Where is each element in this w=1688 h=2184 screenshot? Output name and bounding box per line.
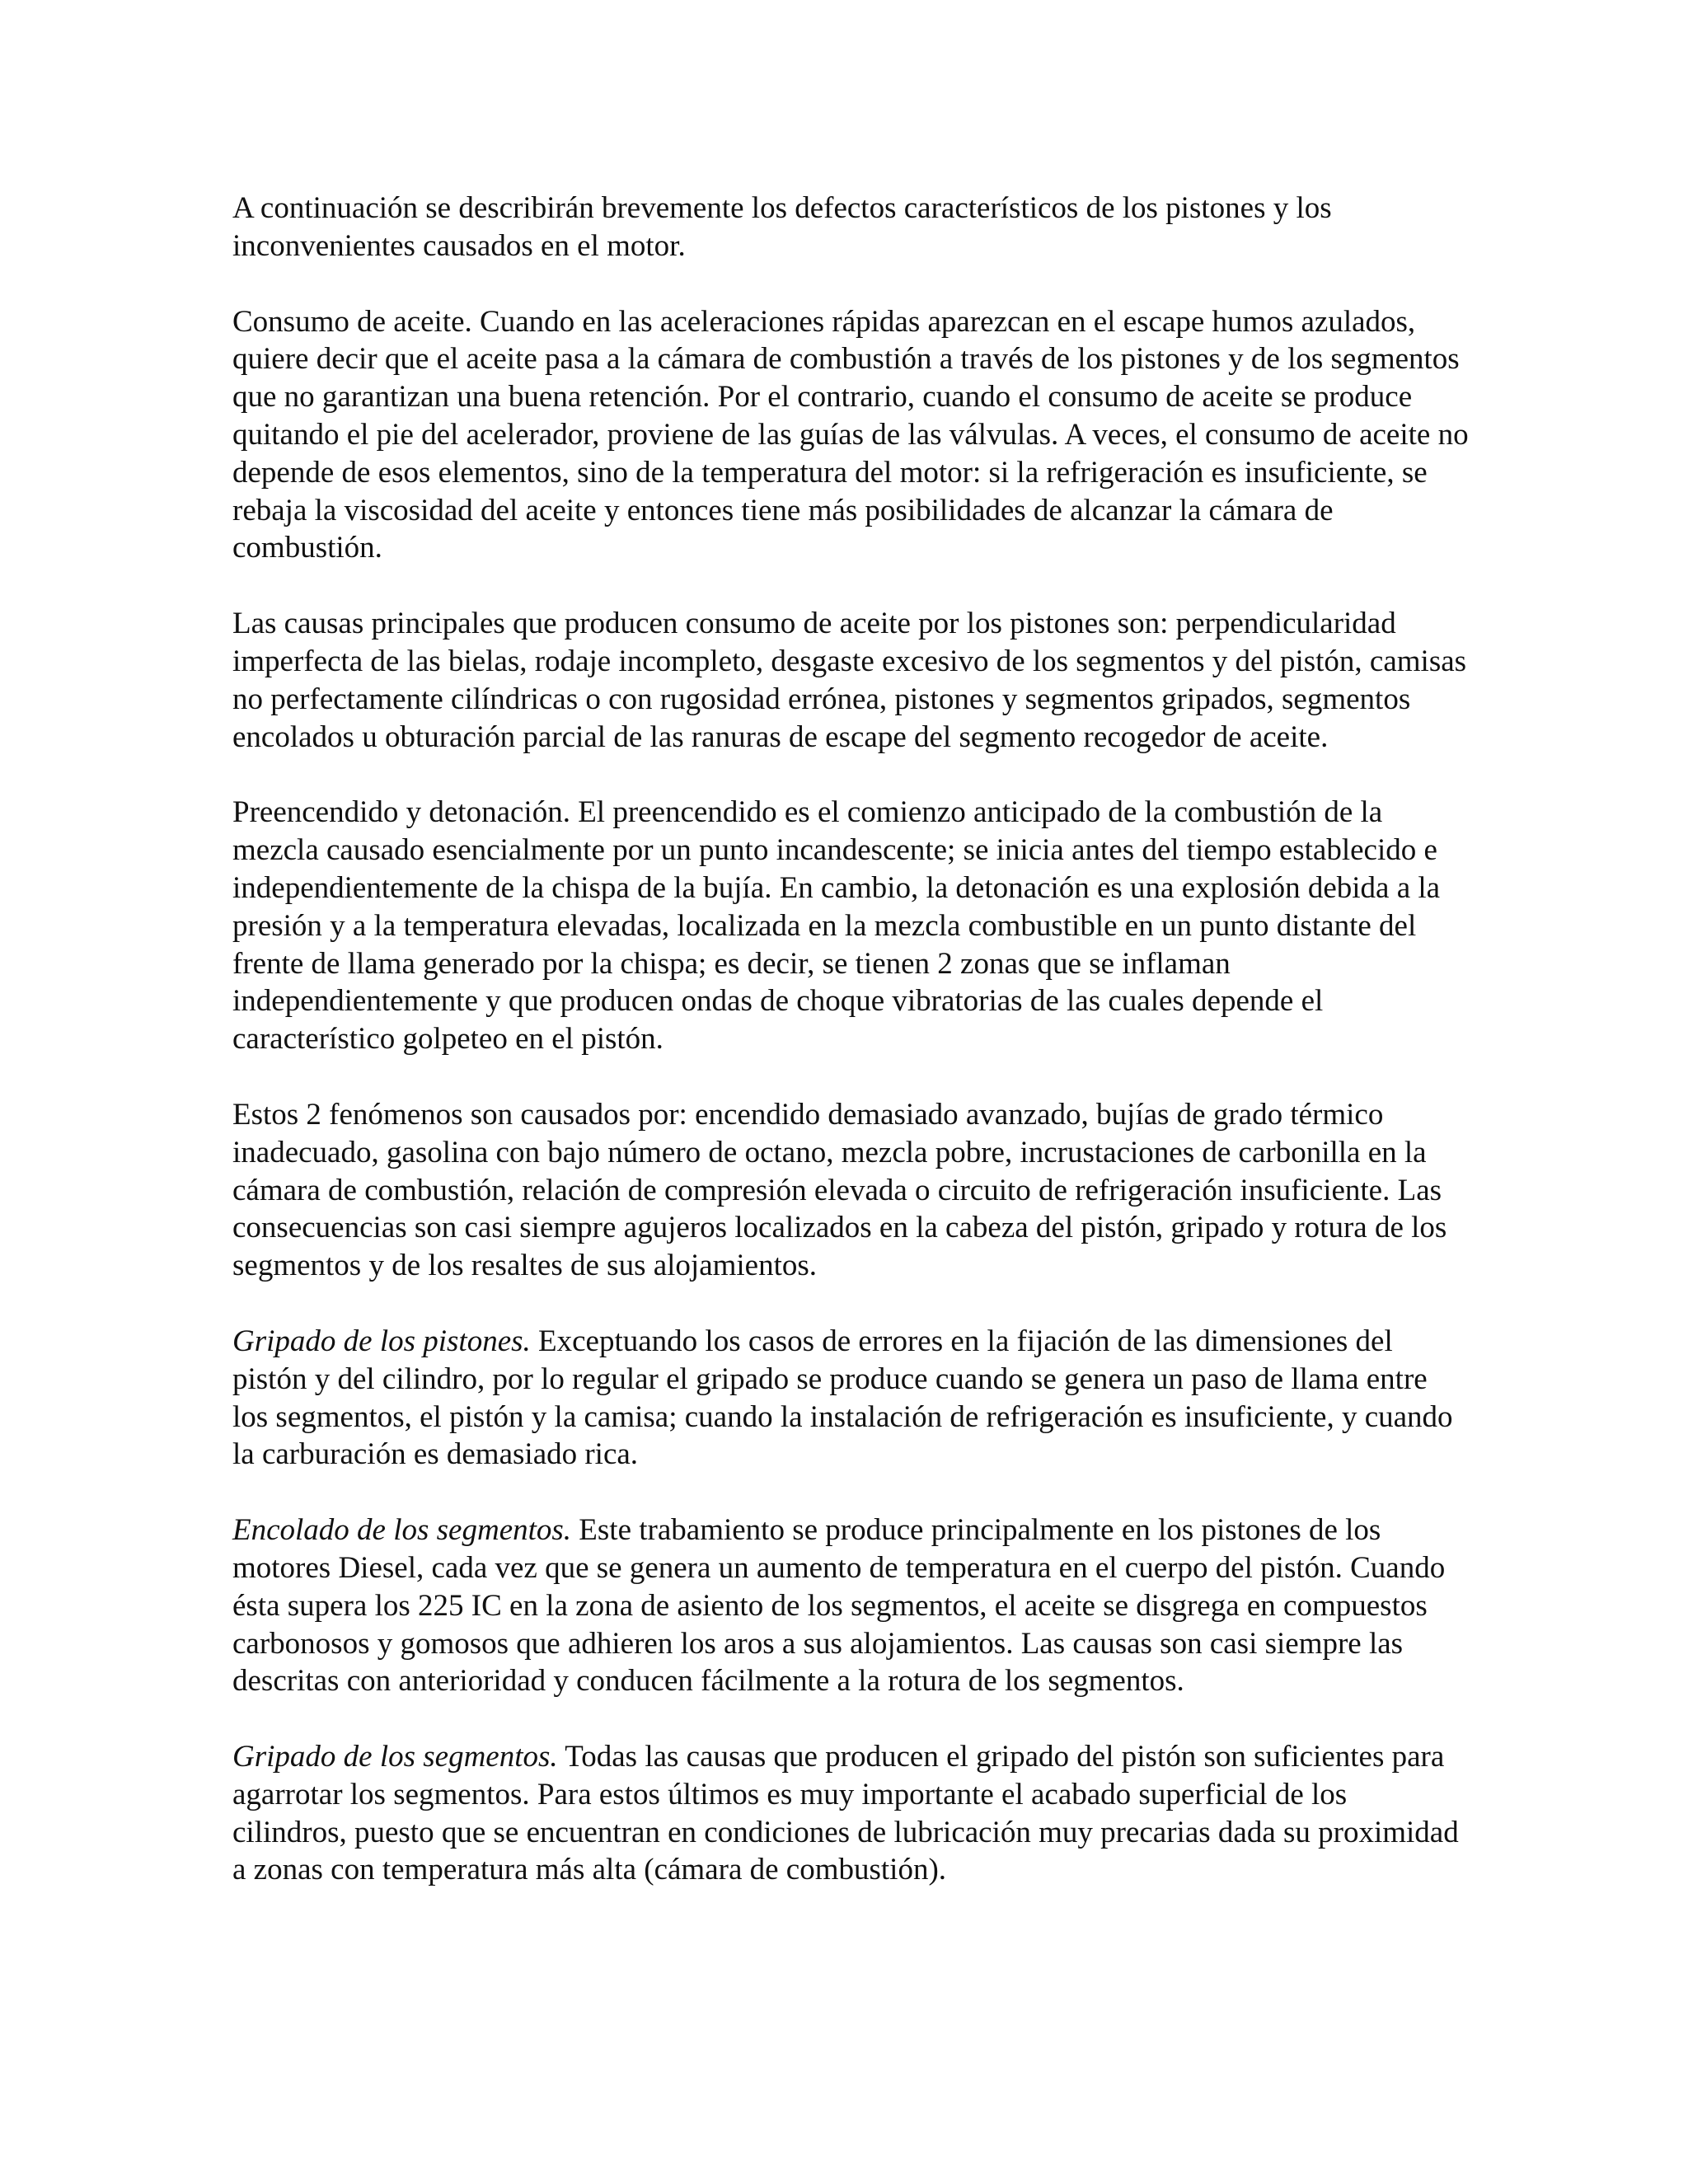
paragraph-intro [232, 190, 1469, 265]
paragraph-consumo-aceite [232, 303, 1469, 568]
document-page [232, 190, 1469, 1927]
paragraph-lead: Encolado de los segmentos. [232, 1513, 572, 1548]
paragraph-preencendido [232, 794, 1469, 1058]
paragraph-lead: Gripado de los segmentos. [232, 1740, 558, 1774]
paragraph-causas-principales [232, 605, 1469, 756]
paragraph-text: Consumo de aceite. Cuando en las aceleraciones rápidas aparezcan en el escape humos azulados, quiere decir que el aceite pasa a la cámara de combustión a través de los pistones y de los segmentos que no garantizan una buena retención. Por el contrario, cuando el consumo de aceite se produce quitando el pie del acelerador, proviene de las guías de las válvulas. A veces, el consumo de aceite no depende de esos elementos, sino de la temperatura del motor: si la refrigeración es insuficiente, se rebaja la viscosidad del aceite y entonces tiene más posibilidades de alcanzar la cámara de combustión. [232, 304, 1469, 565]
paragraph-encolado-segmentos [232, 1511, 1469, 1700]
paragraph-text: Exceptuando los casos de errores en la fijación de las dimensiones del pistón y del cilindro, por lo regular el gripado se produce cuando se genera un paso de llama entre los segmentos, el pistón y la camisa; cuando la instalación de refrigeración es insuficiente, y cuando la carburación es demasiado rica. [232, 1324, 1453, 1472]
paragraph-fenomenos [232, 1096, 1469, 1285]
paragraph-gripado-segmentos [232, 1738, 1469, 1889]
paragraph-text: Este trabamiento se produce principalmente en los pistones de los motores Diesel, cada vez que se genera un aumento de temperatura en el cuerpo del pistón. Cuando ésta supera los 225 IC en la zona de asiento de los segmentos, el aceite se disgrega en compuestos carbonosos y gomosos que adhieren los aros a sus alojamientos. Las causas son casi siempre las descritas con anterioridad y conducen fácilmente a la rotura de los segmentos. [232, 1513, 1446, 1699]
paragraph-lead: Gripado de los pistones. [232, 1324, 531, 1358]
paragraph-gripado-pistones [232, 1323, 1469, 1474]
paragraph-text: Todas las causas que producen el gripado del pistón son suficientes para agarrotar los segmentos. Para estos últimos es muy importante el acabado superficial de los cilindros, puesto que se encuentran en condiciones de lubricación muy precarias dada su proximidad a zonas con temperatura más alta (cámara de combustión). [232, 1740, 1459, 1887]
paragraph-text: Estos 2 fenómenos son causados por: encendido demasiado avanzado, bujías de grado térmico inadecuado, gasolina con bajo número de octano, mezcla pobre, incrustaciones de carbonilla en la cámara de combustión, relación de compresión elevada o circuito de refrigeración insuficiente. Las consecuencias son casi siempre agujeros localizados en la cabeza del pistón, gripado y rotura de los segmentos y de los resaltes de sus alojamientos. [232, 1097, 1447, 1283]
paragraph-text: Las causas principales que producen consumo de aceite por los pistones son: perpendicularidad imperfecta de las bielas, rodaje incompleto, desgaste excesivo de los segmentos y del pistón, camisas no perfectamente cilíndricas o con rugosidad errónea, pistones y segmentos gripados, segmentos encolados u obturación parcial de las ranuras de escape del segmento recogedor de aceite. [232, 607, 1467, 754]
paragraph-text: Preencendido y detonación. El preencendido es el comienzo anticipado de la combustión de la mezcla causado esencialmente por un punto incandescente; se inicia antes del tiempo establecido e independientemente de la chispa de la bujía. En cambio, la detonación es una explosión debida a la presión y a la temperatura elevadas, localizada en la mezcla combustible en un punto distante del frente de llama generado por la chispa; es decir, se tienen 2 zonas que se inflaman independientemente y que producen ondas de choque vibratorias de las cuales depende el característico golpeteo en el pistón. [232, 795, 1441, 1057]
paragraph-text: A continuación se describirán brevemente los defectos característicos de los pistones y los inconvenientes causados en el motor. [232, 191, 1332, 263]
